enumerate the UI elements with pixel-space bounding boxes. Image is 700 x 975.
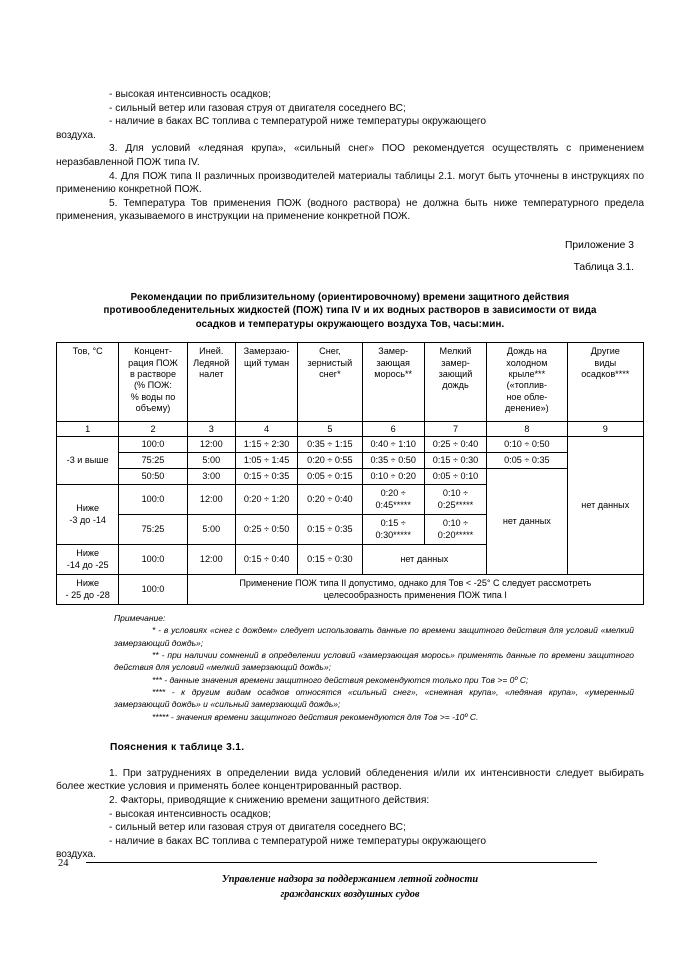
header-line: морось** [374, 368, 413, 379]
no-data-cell-merged: нет данных [362, 545, 487, 575]
header-line: % воды по [130, 391, 176, 402]
value-cell-snow: 0:05 ÷ 0:15 [298, 469, 362, 485]
value-cell-light-freezing-rain: 0:25 ÷ 0:40 [424, 437, 486, 453]
value-line: 0:10 ÷ [442, 518, 469, 529]
value-cell-freezing-fog: 0:20 ÷ 1:20 [235, 485, 297, 515]
value-cell-frost: 5:00 [187, 453, 235, 469]
final-note-line: Применение ПОЖ типа II допустимо, однако для Тов < -25° С следует рассмотреть [239, 578, 592, 589]
header-line: Другие [590, 346, 620, 357]
intro-item-4: 4. Для ПОЖ типа II различных производителей материалы таблицы 2.1. могут быть уточнены в инструкциях по применению конкретной ПОЖ. [56, 170, 644, 196]
header-cell-4 [235, 343, 297, 422]
header-line: замер- [441, 357, 470, 368]
header-cell-8 [487, 343, 567, 422]
value-cell-snow: 0:20 ÷ 0:40 [298, 485, 362, 515]
intro-bullet-2: - сильный ветер или газовая струя от двигателя соседнего ВС; [109, 102, 406, 114]
header-cell-9 [567, 343, 643, 422]
explanation-bullet-3-tail: воздуха. [56, 849, 96, 861]
intro-block [56, 88, 644, 224]
header-line: щий туман [243, 357, 290, 368]
header-cell-2 [119, 343, 187, 422]
table-notes [114, 612, 634, 723]
explanation-bullet-2: - сильный ветер или газовая струя от двигателя соседнего ВС; [109, 822, 406, 834]
table-row [57, 437, 644, 453]
header-cell-3 [187, 343, 235, 422]
header-line: зающий [438, 368, 473, 379]
col-number: 9 [567, 422, 643, 437]
header-line: Концент- [134, 346, 172, 357]
value-cell-freezing-fog: 0:15 ÷ 0:40 [235, 545, 297, 575]
value-cell-freezing-fog: 0:15 ÷ 0:35 [235, 469, 297, 485]
header-line: Иней. [199, 346, 224, 357]
header-line: в растворе [129, 368, 177, 379]
col-number: 5 [298, 422, 362, 437]
value-cell-freezing-fog: 0:25 ÷ 0:50 [235, 515, 297, 545]
value-line: 0:45***** [375, 499, 411, 510]
explanation-item-2: 2. Факторы, приводящие к снижению времени защитного действия: [109, 795, 430, 807]
holdover-time-table [56, 342, 644, 605]
footer-line-1: Управление надзора за поддержанием летной годности [221, 874, 479, 885]
col-number: 4 [235, 422, 297, 437]
concentration-cell: 75:25 [119, 453, 187, 469]
final-note-line: целесообразность применения ПОЖ типа I [323, 589, 507, 600]
temp-range-cell-1 [57, 437, 119, 485]
footer-organization [140, 872, 560, 902]
value-cell-rain-cold-wing: 0:05 ÷ 0:35 [487, 453, 567, 469]
header-line: холодном [506, 357, 548, 368]
value-line: 0:15 ÷ [380, 518, 406, 529]
value-cell-frost: 12:00 [187, 545, 235, 575]
temp-range-line: -3 и выше [66, 454, 109, 465]
header-cell-5 [298, 343, 362, 422]
header-line: дождь [442, 380, 469, 391]
explanation-item-1: 1. При затруднениях в определении вида условий обледенения и/или их интенсивности следует выбирать более жесткие условия и применять более концентрированный раствор. [56, 767, 644, 793]
temp-range-cell-2 [57, 485, 119, 545]
concentration-cell: 100:0 [119, 545, 187, 575]
final-note-cell [187, 575, 643, 605]
header-line: Снег, [319, 346, 341, 357]
header-line: Мелкий [439, 346, 472, 357]
value-line: 0:10 ÷ [442, 488, 469, 499]
value-cell-freezing-drizzle [362, 485, 424, 515]
temp-range-line: Ниже [76, 548, 100, 559]
intro-bullet-3-tail: воздуха. [56, 129, 96, 141]
value-line: 0:25***** [437, 499, 474, 510]
footer-line-2: гражданских воздушных судов [280, 889, 420, 900]
header-cell-1 [57, 343, 119, 422]
temp-range-cell-4 [57, 575, 119, 605]
value-cell-snow: 0:20 ÷ 0:55 [298, 453, 362, 469]
value-cell-light-freezing-rain: 0:05 ÷ 0:10 [424, 469, 486, 485]
note-item-1: * - в условиях «снег с дождем» следует использовать данные по времени защитного действия для условий «мелкий замерзающий дождь»; [114, 625, 634, 648]
explanations-body [56, 767, 644, 862]
value-cell-frost: 3:00 [187, 469, 235, 485]
value-cell-light-freezing-rain: 0:15 ÷ 0:30 [424, 453, 486, 469]
concentration-cell: 100:0 [119, 437, 187, 453]
temp-range-cell-3 [57, 545, 119, 575]
value-cell-freezing-drizzle: 0:35 ÷ 0:50 [362, 453, 424, 469]
col-number: 6 [362, 422, 424, 437]
table-title: Рекомендации по приблизительному (ориентировочному) времени защитного действия противообледенительных жидкостей (ПОЖ) типа IV и их водных растворов в зависимости от вида осадков и температуры окружающего воздуха Тов, часы:мин. [103, 291, 597, 330]
table-row [57, 453, 644, 469]
value-cell-frost: 12:00 [187, 485, 235, 515]
explanations-heading: Пояснения к таблице 3.1. [110, 741, 245, 753]
value-cell-light-freezing-rain [424, 515, 486, 545]
page-number: 24 [58, 858, 69, 869]
col-number: 2 [119, 422, 187, 437]
header-line: («топлив- [506, 380, 548, 391]
header-line: снег* [319, 368, 341, 379]
note-item-5: ***** - значения времени защитного действия рекомендуются для Тов >= -10º С. [152, 711, 479, 722]
header-line: Замерзаю- [243, 346, 290, 357]
temp-range-line: -3 до -14 [69, 514, 106, 525]
value-cell-freezing-drizzle: 0:40 ÷ 1:10 [362, 437, 424, 453]
value-cell-snow: 0:15 ÷ 0:35 [298, 515, 362, 545]
value-cell-frost: 12:00 [187, 437, 235, 453]
header-line: ное обле- [506, 391, 548, 402]
col-number: 1 [57, 422, 119, 437]
value-line: 0:20 ÷ [380, 488, 406, 499]
document-content [56, 88, 644, 862]
value-cell-light-freezing-rain [424, 485, 486, 515]
header-line: Ледяной [193, 357, 230, 368]
header-line: Дождь на [506, 346, 547, 357]
header-line: рация ПОЖ [128, 357, 178, 368]
value-cell-snow: 0:15 ÷ 0:30 [298, 545, 362, 575]
notes-heading: Примечание: [114, 613, 166, 624]
no-data-cell-rain-cold-wing: нет данных [487, 469, 567, 575]
concentration-cell: 50:50 [119, 469, 187, 485]
header-cell-6 [362, 343, 424, 422]
explanation-bullet-1: - высокая интенсивность осадков; [109, 808, 271, 820]
appendix-label: Приложение 3 [565, 239, 634, 251]
value-cell-freezing-fog: 1:05 ÷ 1:45 [235, 453, 297, 469]
value-line: 0:30***** [375, 529, 411, 540]
header-line: зающая [376, 357, 410, 368]
table-row [57, 575, 644, 605]
col-number: 8 [487, 422, 567, 437]
explanation-bullet-3: - наличие в баках ВС топлива с температурой ниже температуры окружающего [109, 835, 487, 847]
col-number: 7 [424, 422, 486, 437]
footer-divider [86, 862, 597, 863]
header-line: объему) [135, 403, 171, 414]
col-number: 3 [187, 422, 235, 437]
table-header-row [57, 343, 644, 422]
value-cell-rain-cold-wing: 0:10 ÷ 0:50 [487, 437, 567, 453]
intro-item-5: 5. Температура Тов применения ПОЖ (водного раствора) не должна быть ниже температурного предела применения, указываемого в инструкции на применение конкретной ПОЖ. [56, 197, 644, 223]
header-cell-7 [424, 343, 486, 422]
intro-bullet-1: - высокая интенсивность осадков; [109, 89, 271, 100]
value-cell-frost: 5:00 [187, 515, 235, 545]
header-line: (% ПОЖ: [133, 380, 172, 391]
concentration-cell: 100:0 [119, 485, 187, 515]
value-cell-freezing-fog: 1:15 ÷ 2:30 [235, 437, 297, 453]
table-row [57, 469, 644, 485]
intro-item-3: 3. Для условий «ледяная крупа», «сильный снег» ПОО рекомендуется осуществлять с применением неразбавленной ПОЖ типа IV. [56, 143, 644, 168]
value-cell-freezing-drizzle: 0:10 ÷ 0:20 [362, 469, 424, 485]
value-line: 0:20***** [437, 529, 474, 540]
temp-range-line: Ниже [76, 503, 100, 514]
note-item-2: ** - при наличии сомнений в определении условий «замерзающая морось» применять данные по времени защитного действия для условий «мелкий замерзающий дождь»; [114, 650, 634, 673]
note-item-3: *** - данные значения времени защитного действия рекомендуются только при Тов >= 0º С; [152, 674, 529, 685]
header-line: зернистый [307, 357, 353, 368]
header-line: осадков**** [581, 368, 630, 379]
header-line: денение») [505, 403, 549, 414]
header-line: Замер- [378, 346, 409, 357]
note-item-4: **** - к другим видам осадков относятся «сильный снег», «снежная крупа», «ледяная крупа», «умеренный замерзающий дождь» и «сильный замерзающий дождь»; [114, 686, 634, 710]
temp-range-line: - 25 до -28 [65, 589, 110, 600]
header-line: налет [199, 368, 224, 379]
temp-range-line: -14 до -25 [66, 559, 109, 570]
intro-bullet-3: - наличие в баках ВС топлива с температурой ниже температуры окружающего [109, 116, 487, 128]
header-line: виды [594, 357, 617, 368]
table-column-number-row [57, 422, 644, 437]
concentration-cell: 100:0 [119, 575, 187, 605]
table-label: Таблица 3.1. [573, 261, 634, 273]
value-cell-freezing-drizzle [362, 515, 424, 545]
value-cell-snow: 0:35 ÷ 1:15 [298, 437, 362, 453]
temp-range-line: Ниже [76, 578, 100, 589]
header-line: Тов, °С [72, 346, 103, 357]
header-line: крыле*** [508, 368, 546, 379]
concentration-cell: 75:25 [119, 515, 187, 545]
no-data-cell-other-precip: нет данных [567, 437, 643, 575]
